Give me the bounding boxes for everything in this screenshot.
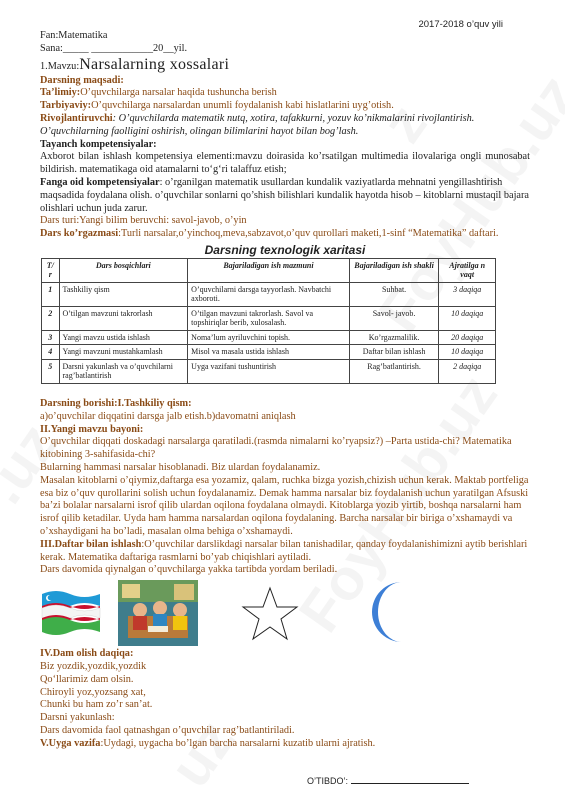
illustrations — [40, 580, 530, 646]
cell-content: Misol va masala ustida ishlash — [188, 345, 350, 360]
lesson-plan — [40, 30, 530, 750]
rest-heading: IV.Dam olish daqiqa: — [40, 648, 134, 660]
crescent-moon-shape — [370, 580, 414, 644]
notebook-work — [40, 539, 530, 565]
cell-content: O’tilgan mavzuni takrorlash. Savol va topshiriqlar berib, xulosalash. — [188, 306, 350, 330]
goal-text: O’quvchilarga narsalardan unumli foydalanish kabi hislatlarini uyg’otish. — [91, 100, 394, 112]
cell-stage: Tashkiliy qism — [59, 282, 188, 306]
table-row — [42, 330, 496, 345]
cell-time: 10 daqiqa — [439, 306, 496, 330]
cell-form: Rag’batlantirish. — [349, 359, 439, 383]
cell-number: 4 — [42, 345, 60, 360]
poem-line: Qo‘llarimiz dam olsin. — [40, 673, 134, 685]
date-line: Sana:_____ ____________20__yil. — [40, 42, 188, 54]
cell-time: 3 daqiqa — [439, 282, 496, 306]
table-row — [42, 282, 496, 306]
new-topic-text: Bularning hammasi narsalar hisoblanadi. Biz ulardan foydalanamiz. — [40, 461, 321, 473]
col-header: T/ r — [42, 258, 60, 282]
competency-label: Fanga oid kompetensiyalar — [40, 176, 160, 188]
cell-stage: Darsni yakunlash va o’quvchilarni rag’batlantirish — [59, 359, 188, 383]
new-topic-text: O’quvchilar diqqati doskadagi narsalarga qaratiladi.(rasmda nimalarni ko’ryapsiz?) –Parta ustida-chi? Matematika kitobining 3-sahifasida-chi? — [40, 436, 512, 461]
poem-line: Biz yozdik,yozdik,yozdik — [40, 660, 147, 672]
new-topic-text: Masalan kitoblarni o’qiymiz,daftarga esa yozamiz, qalam, ruchka bizga yozish,chizish uchun kerak. Maktab portfeliga esa biz o’quv qurollarini solish uchun foydalanamiz. Demak hamma narsalar biz foydalanish uchun yaratilgan Afsuski ba’zi bolalar narsalarni isrof qilib ulardan oqilona foydalana olmaydi. Kitoblarga yozib yirtib, boshqa narsalarni ham isrof qilib ketadilar. Uyda ham hamma narsalardan oqilona foydalaning. Barcha narsalar bir biriga o’xshamaydi va o’xshaydigani ha bo’ladi, masalan olma behiga o’xshamaydi. — [40, 474, 529, 537]
goal-label: Rivojlantiruvchi — [40, 112, 113, 124]
star-shape — [240, 586, 300, 642]
cell-number: 3 — [42, 330, 60, 345]
help-line: Dars davomida qiynalgan o’quvchilarga yakka tartibda yordam beriladi. — [40, 564, 338, 576]
homework-text: :Uydagi, uygacha bo’lgan barcha narsalarni kuzatib ularni ajratish. — [100, 737, 376, 749]
cell-time: 10 daqiqa — [439, 345, 496, 360]
competencies-heading: Tayanch kompetensiyalar: — [40, 138, 157, 150]
cell-form: Ko’rgazmalilik. — [349, 330, 439, 345]
table-title: Darsning texnologik xaritasi — [204, 242, 366, 257]
signature-label: O’TIBDO’: — [307, 776, 351, 786]
lesson-visuals — [40, 228, 530, 241]
school-year: 2017-2018 o’quv yili — [418, 19, 503, 30]
cell-stage: Yangi mavzu ustida ishlash — [59, 330, 188, 345]
poem-line: Chiroyli yoz,yozsang xat, — [40, 686, 146, 698]
topic-title: Narsalarning xossalari — [79, 55, 230, 73]
goal-label: Tarbiyaviy: — [40, 100, 92, 112]
visuals-text: :Turli narsalar,o’yinchoq,meva,sabzavot,o’quv qurollari maketi,1-sinf “Matematika” daftari. — [118, 228, 499, 240]
cell-content: Noma’lum ayriluvchini topish. — [188, 330, 350, 345]
closing-heading: Darsni yakunlash: — [40, 712, 115, 724]
lesson-flow-heading: Darsning borishi:I.Tashkiliy qism: — [40, 397, 192, 409]
goal-text: O’quvchilarga narsalar haqida tushuncha berish — [80, 87, 277, 99]
goal-text: : O’quvchilarda matematik nutq, xotira, tafakkurni, yozuv ko’nikmalarini rivojlantirish. — [112, 112, 475, 124]
goal-rivojlantiruvchi-cont: O’quvchilarning faolligini oshirish, olingan bilimlarini hayot bilan bog’lash. — [40, 125, 359, 137]
cell-form: Savol- javob. — [349, 306, 439, 330]
lesson-type: Dars turi:Yangi bilim beruvchi: savol-javob, o’yin — [40, 215, 247, 227]
goal-talimiy — [40, 87, 530, 100]
uzbek-flag-image — [40, 588, 102, 636]
classroom-picture — [118, 580, 198, 646]
goal-tarbiyaviy — [40, 100, 530, 113]
col-header: Bajariladigan ish shakli — [349, 258, 439, 282]
topic-prefix: 1.Mavzu: — [40, 60, 80, 72]
cell-form: Daftar bilan ishlash — [349, 345, 439, 360]
cell-number: 1 — [42, 282, 60, 306]
table-row — [42, 306, 496, 330]
notebook-text: :O’quvchilar darslikdagi narsalar bilan tanishadilar, qanday foydalanishimizni aytib berishlari kerak. Matematika daftariga rasmlarni bo’yab chiqishlari aytiladi. — [40, 538, 528, 563]
col-header: Ajratilga n vaqt — [439, 258, 496, 282]
competency-text: : o’rganilgan matematik usullardan kundalik vaziyatlarda mehnatni yengillashtirish maqsadida foydalana olish. o’quvchilar sonlarni qo’shish bilishlari kundalik hayotda hisob – kitoblarni mustaqil bajara olishlari uchun juda zarur. — [40, 176, 530, 214]
new-topic-heading: II.Yangi mavzu bayoni: — [40, 423, 144, 435]
visuals-label: Dars ko’rgazmasi — [40, 228, 119, 240]
cell-stage: O’tilgan mavzuni takrorlash — [59, 306, 188, 330]
cell-time: 20 daqiqa — [439, 330, 496, 345]
topic-line — [40, 56, 530, 75]
cell-number: 5 — [42, 359, 60, 383]
goals-heading: Darsning maqsadi: — [40, 74, 124, 86]
table-row — [42, 359, 496, 383]
subject: Fan:Matematika — [40, 30, 108, 41]
cell-stage: Yangi mavzuni mustahkamlash — [59, 345, 188, 360]
table-row — [42, 345, 496, 360]
goal-label: Ta’limiy: — [40, 87, 81, 99]
homework — [40, 738, 530, 751]
table-header-row — [42, 258, 496, 282]
signature-blank — [351, 774, 469, 784]
tech-map-table — [41, 258, 496, 384]
notebook-heading: III.Daftar bilan ishlash — [40, 538, 142, 550]
cell-content: Uyga vazifani tushuntirish — [188, 359, 350, 383]
closing-text: Dars davomida faol qatnashgan o’quvchilar rag’batlantiriladi. — [40, 724, 295, 736]
lesson-flow-line: a)o’quvchilar diqqatini darsga jalb etish.b)davomatni aniqlash — [40, 410, 296, 422]
col-header: Bajariladigan ish mazmuni — [188, 258, 350, 282]
goal-rivojlantiruvchi — [40, 113, 530, 126]
cell-content: O’quvchilarni darsga tayyorlash. Navbatchi axboroti. — [188, 282, 350, 306]
cell-form: Suhbat. — [349, 282, 439, 306]
subject-competencies — [40, 177, 530, 215]
cell-number: 2 — [42, 306, 60, 330]
homework-label: V.Uyga vazifa — [40, 737, 101, 749]
poem-line: Chunki bu ham zo’r san’at. — [40, 699, 153, 711]
col-header: Dars bosqichlari — [59, 258, 188, 282]
signature-line — [307, 774, 469, 786]
cell-time: 2 daqiqa — [439, 359, 496, 383]
competencies-text: Axborot bilan ishlash kompetensiya elementi:mavzu doirasida ko’rsatilgan multimedia ilovalariga ongli munosabat bildirish. matematikaga oid atamalarni to‘g‘ri talaffuz etish; — [40, 151, 530, 176]
